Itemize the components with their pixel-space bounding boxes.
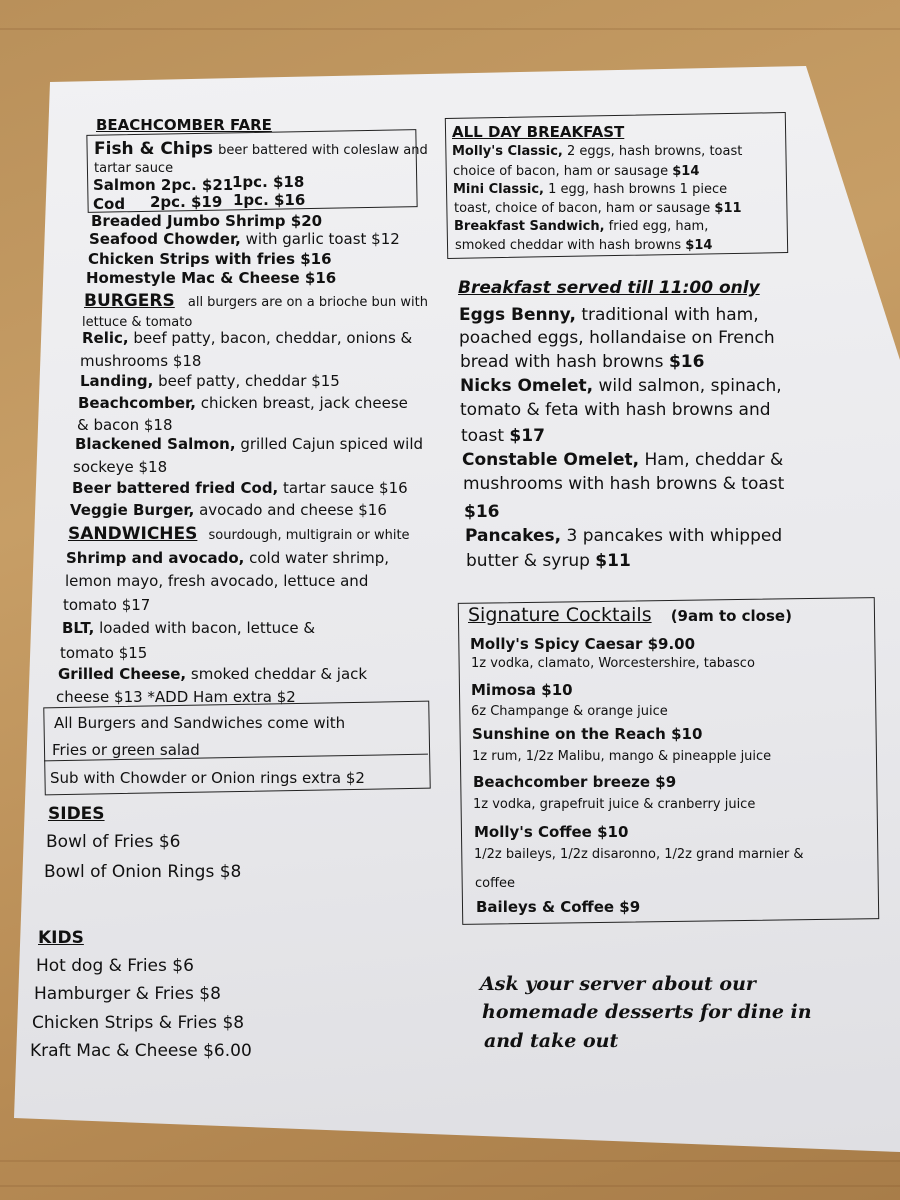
menu-item-blt-price: tomato $15 bbox=[60, 644, 148, 662]
cocktail-desc: 1/2z baileys, 1/2z disaronno, 1/2z grand marnier & bbox=[474, 847, 804, 862]
kids-item: Hamburger & Fries $8 bbox=[34, 984, 221, 1004]
menu-item-pancakes-price: butter & syrup $11 bbox=[466, 551, 631, 571]
side-item: Bowl of Fries $6 bbox=[46, 832, 181, 852]
wood-grain bbox=[0, 1160, 900, 1162]
cocktail-name: Baileys & Coffee $9 bbox=[476, 898, 641, 916]
kids-item: Hot dog & Fries $6 bbox=[36, 956, 194, 976]
salmon-1pc-price: 1pc. $18 bbox=[232, 173, 305, 191]
menu-item-strips: Chicken Strips with fries $16 bbox=[88, 250, 332, 268]
menu-item-relic: Relic, beef patty, bacon, cheddar, onions & bbox=[82, 329, 413, 347]
menu-item-shrimp-avocado: Shrimp and avocado, cold water shrimp, bbox=[66, 549, 390, 567]
breakfast-item-sandwich: Breakfast Sandwich, fried egg, ham, bbox=[454, 219, 709, 234]
cocktail-name: Beachcomber breeze $9 bbox=[473, 773, 677, 791]
menu-item-relic-price: mushrooms $18 bbox=[80, 352, 202, 370]
breakfast-item-mini-price: toast, choice of bacon, ham or sausage $11 bbox=[454, 201, 742, 216]
menu-item-cod: Beer battered fried Cod, tartar sauce $16 bbox=[72, 479, 408, 497]
breakfast-item-mollys-classic: Molly's Classic, 2 eggs, hash browns, toast bbox=[452, 144, 743, 159]
menu-item-blackened: Blackened Salmon, grilled Cajun spiced wild bbox=[75, 435, 424, 453]
wood-grain bbox=[0, 1185, 900, 1187]
cod-label: Cod bbox=[93, 195, 126, 213]
cocktail-name: Sunshine on the Reach $10 bbox=[472, 725, 703, 743]
menu-item-grilled-cheese-price: cheese $13 *ADD Ham extra $2 bbox=[56, 688, 296, 706]
menu-item-blt: BLT, loaded with bacon, lettuce & bbox=[62, 619, 316, 637]
cocktail-desc: 6z Champange & orange juice bbox=[471, 704, 668, 719]
fish-chips-desc: tartar sauce bbox=[94, 161, 174, 176]
all-day-breakfast-title: ALL DAY BREAKFAST bbox=[452, 123, 625, 141]
sandwiches-header: SANDWICHES sourdough, multigrain or white bbox=[68, 524, 410, 544]
breakfast-item-mini: Mini Classic, 1 egg, hash browns 1 piece bbox=[453, 182, 728, 197]
cocktail-desc: 1z vodka, clamato, Worcestershire, tabasco bbox=[471, 656, 755, 671]
kids-title: KIDS bbox=[38, 928, 84, 948]
menu-item-shrimp-avocado-price: tomato $17 bbox=[63, 596, 151, 614]
sides-title: SIDES bbox=[48, 804, 105, 824]
menu-item-beachcomber: Beachcomber, chicken breast, jack cheese bbox=[78, 394, 408, 412]
menu-item-shrimp: Breaded Jumbo Shrimp $20 bbox=[91, 212, 323, 230]
menu-item-mac: Homestyle Mac & Cheese $16 bbox=[86, 269, 337, 287]
menu-item-pancakes: Pancakes, 3 pancakes with whipped bbox=[465, 526, 783, 546]
menu-item-nicks-omelet-desc: tomato & feta with hash browns and bbox=[460, 400, 771, 420]
menu-item-constable-omelet-price: $16 bbox=[464, 502, 500, 522]
kids-item: Chicken Strips & Fries $8 bbox=[32, 1013, 245, 1033]
cod-2pc-price: 2pc. $19 bbox=[150, 193, 223, 211]
desserts-note: homemade desserts for dine in bbox=[482, 1001, 812, 1023]
menu-item-nicks-omelet-price: toast $17 bbox=[461, 426, 545, 446]
fish-chips: Fish & Chips beer battered with coleslaw and bbox=[94, 139, 428, 159]
side-item: Bowl of Onion Rings $8 bbox=[44, 862, 242, 882]
kids-item: Kraft Mac & Cheese $6.00 bbox=[30, 1041, 252, 1061]
cocktail-desc: 1z rum, 1/2z Malibu, mango & pineapple juice bbox=[472, 749, 772, 764]
cocktail-name: Molly's Coffee $10 bbox=[474, 823, 629, 841]
menu-item-constable-omelet-desc: mushrooms with hash browns & toast bbox=[463, 474, 785, 494]
cocktail-name: Molly's Spicy Caesar $9.00 bbox=[470, 635, 696, 653]
sub-note: Sub with Chowder or Onion rings extra $2 bbox=[50, 769, 365, 787]
come-with-note: All Burgers and Sandwiches come with bbox=[54, 714, 346, 732]
cocktails-header: Signature Cocktails (9am to close) bbox=[468, 604, 792, 626]
breakfast-served-title: Breakfast served till 11:00 only bbox=[458, 278, 760, 298]
menu-item-nicks-omelet: Nicks Omelet, wild salmon, spinach, bbox=[460, 376, 782, 396]
cod-1pc-price: 1pc. $16 bbox=[233, 191, 306, 209]
beachcomber-fare-title: BEACHCOMBER FARE bbox=[96, 116, 272, 134]
menu-item-constable-omelet: Constable Omelet, Ham, cheddar & bbox=[462, 450, 784, 470]
cocktail-name: Mimosa $10 bbox=[471, 681, 573, 699]
menu-item-blackened-price: sockeye $18 bbox=[73, 458, 168, 476]
salmon-price: Salmon 2pc. $21 bbox=[93, 176, 234, 194]
cocktail-desc: coffee bbox=[475, 876, 516, 891]
menu-item-veggie: Veggie Burger, avocado and cheese $16 bbox=[70, 501, 387, 519]
menu-item-grilled-cheese: Grilled Cheese, smoked cheddar & jack bbox=[58, 665, 368, 683]
menu-item-shrimp-avocado-desc: lemon mayo, fresh avocado, lettuce and bbox=[65, 572, 369, 590]
desserts-note: Ask your server about our bbox=[480, 973, 756, 995]
cocktail-desc: 1z vodka, grapefruit juice & cranberry juice bbox=[473, 797, 756, 812]
menu-item-eggs-benny-price: bread with hash browns $16 bbox=[460, 352, 705, 372]
come-with-options: Fries or green salad bbox=[52, 741, 200, 759]
menu-item-landing: Landing, beef patty, cheddar $15 bbox=[80, 372, 340, 390]
burgers-header: BURGERS all burgers are on a brioche bun with bbox=[84, 291, 428, 311]
breakfast-item-mollys-classic-price: choice of bacon, ham or sausage $14 bbox=[453, 164, 700, 179]
menu-item-eggs-benny-desc: poached eggs, hollandaise on French bbox=[459, 328, 775, 348]
breakfast-item-sandwich-price: smoked cheddar with hash browns $14 bbox=[455, 238, 713, 253]
desserts-note: and take out bbox=[484, 1030, 619, 1052]
burgers-note: lettuce & tomato bbox=[82, 315, 193, 330]
wood-grain bbox=[0, 28, 900, 30]
menu-item-beachcomber-price: & bacon $18 bbox=[77, 416, 173, 434]
menu-item-eggs-benny: Eggs Benny, traditional with ham, bbox=[459, 305, 759, 325]
menu-item-chowder: Seafood Chowder, with garlic toast $12 bbox=[89, 230, 400, 248]
